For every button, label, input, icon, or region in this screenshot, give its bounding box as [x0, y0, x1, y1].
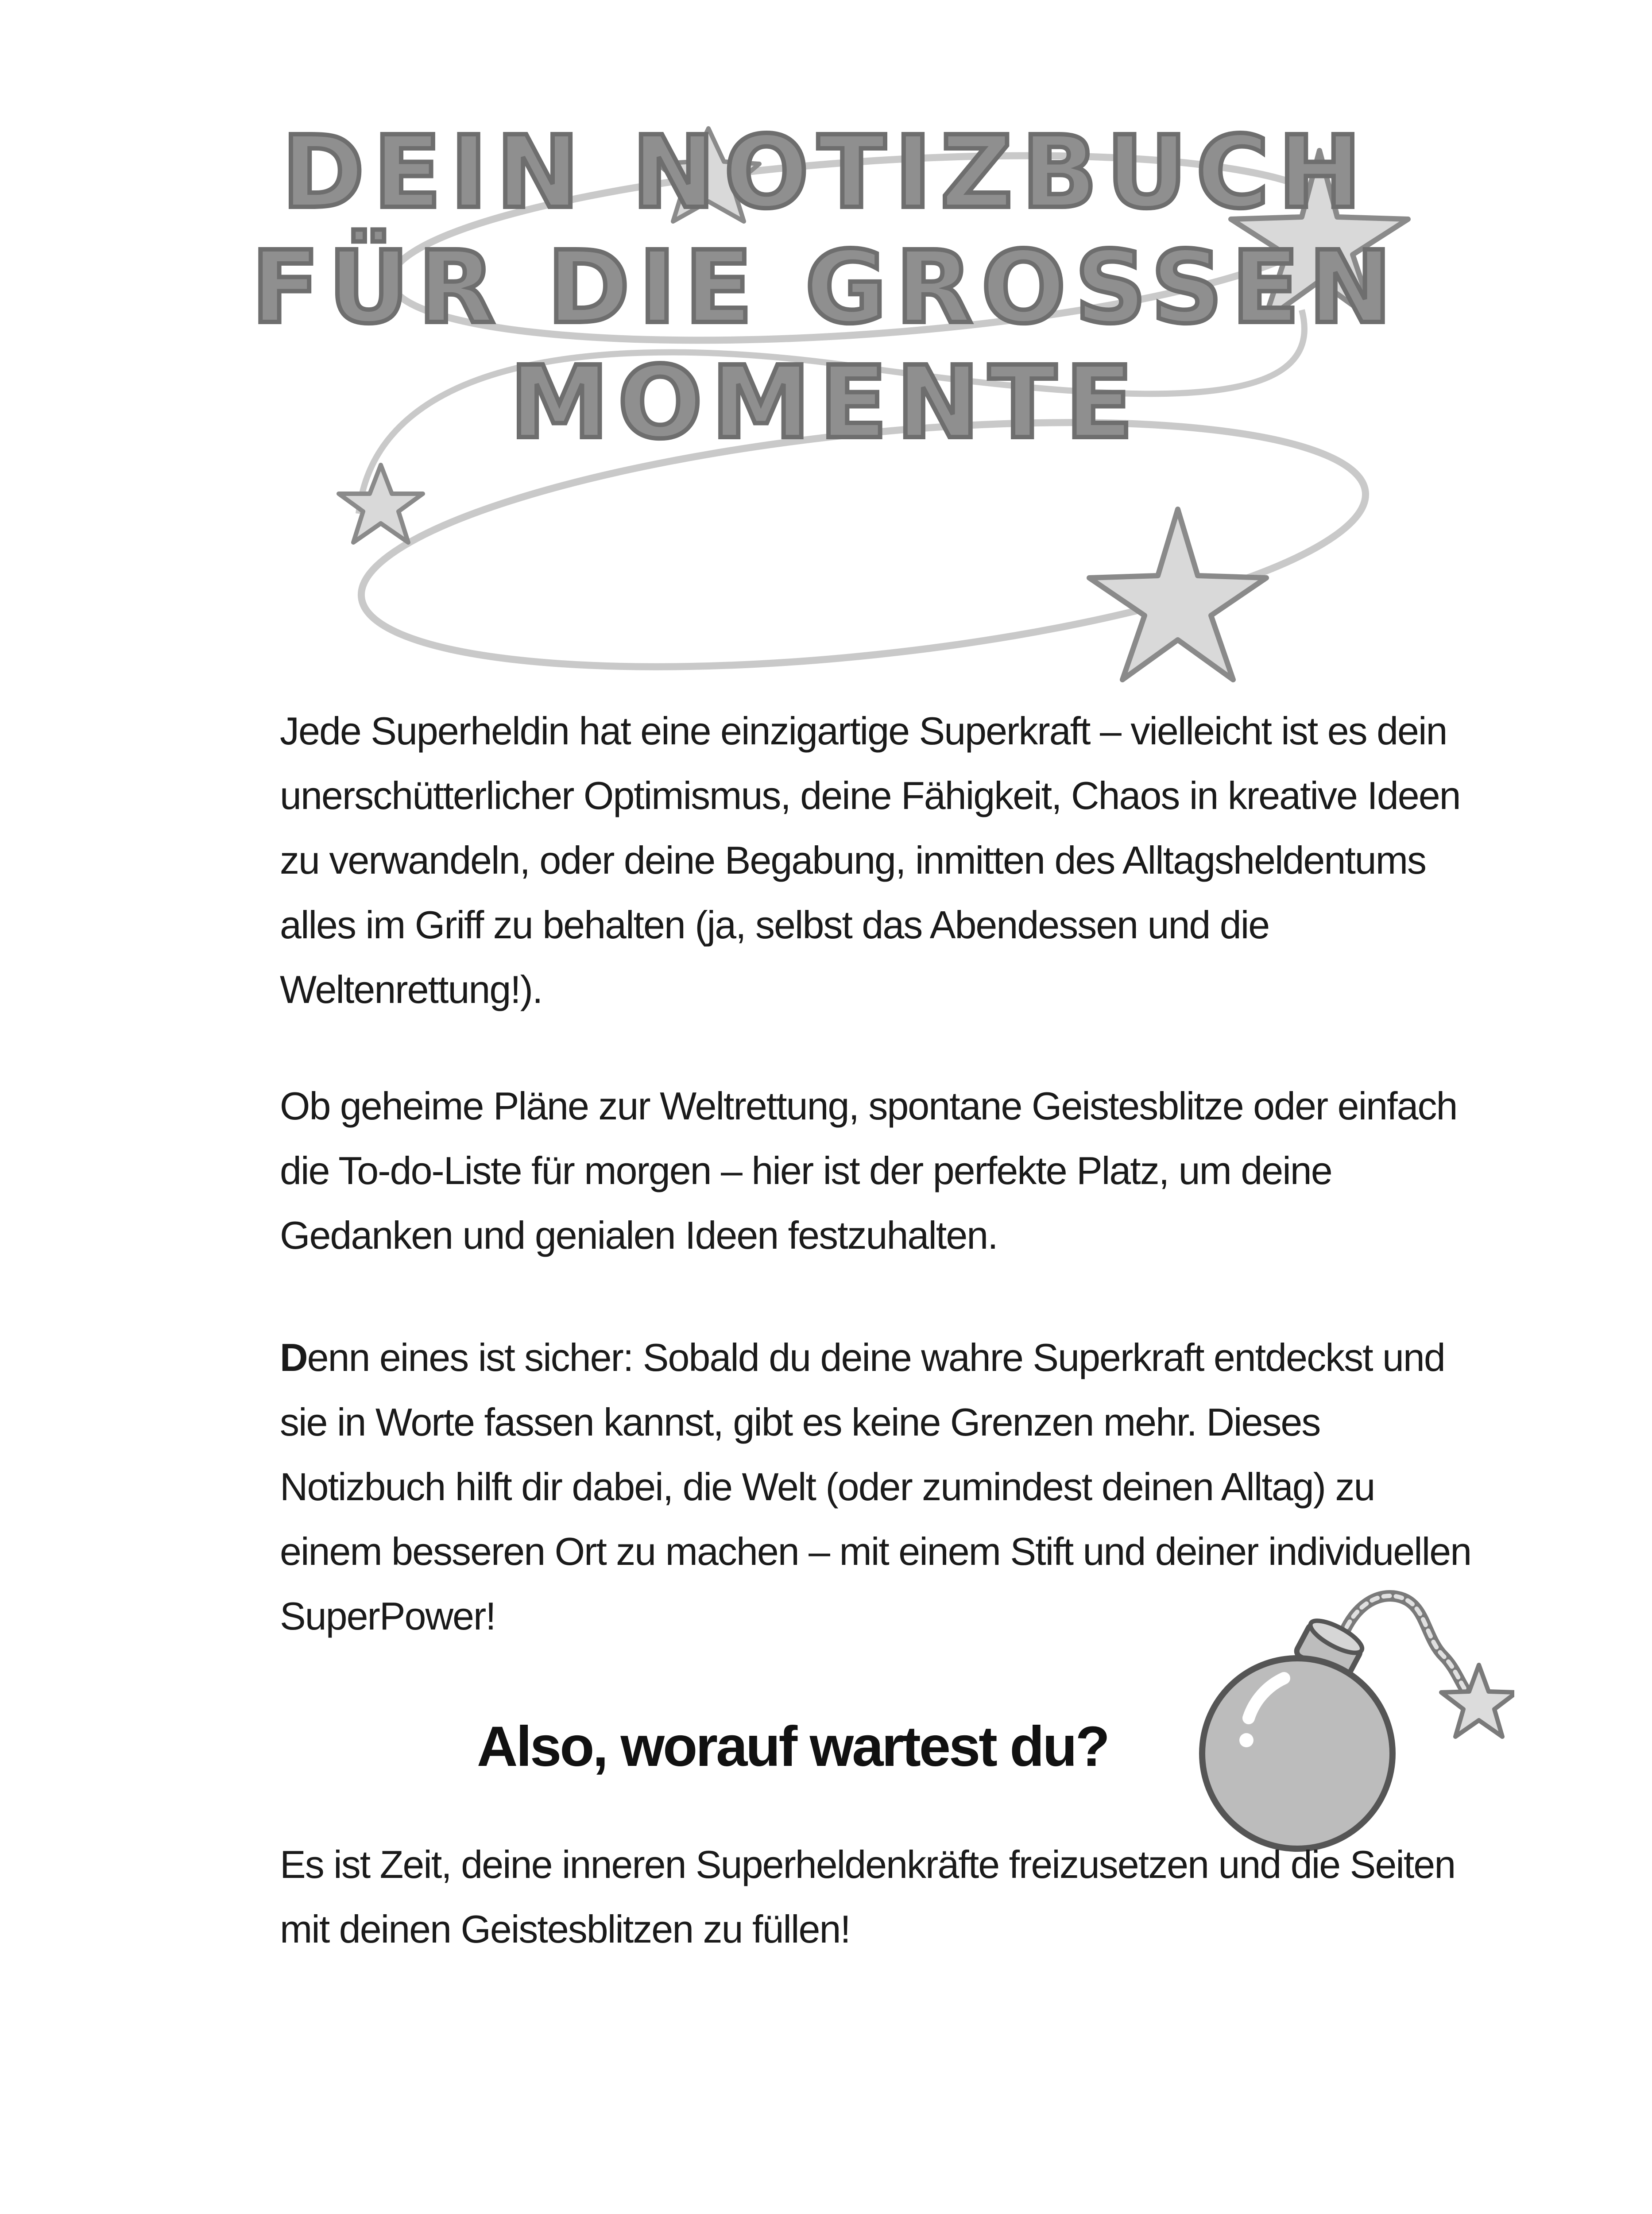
paragraph-body: enn eines ist sicher: Sobald du deine wahre Superkraft entdeckst und sie in Worte fassen kannst, gibt es keine Grenzen mehr. Dieses Notizbuch hilft dir dabei, die Welt (oder zumindest deinen Alltag) zu einem besseren Ort zu machen – mit einem Stift und deiner individuellen SuperPower!	[280, 1335, 1471, 1638]
title-line-1: DEIN NOTIZBUCH	[282, 115, 1370, 231]
star-icon	[1089, 509, 1266, 680]
title-line-3: MOMENTE	[510, 345, 1142, 461]
bomb-icon	[1195, 1585, 1514, 1860]
title-line-2: FÜR DIE GROSSEN	[251, 230, 1401, 346]
call-to-action-heading: Also, worauf wartest du?	[477, 1715, 1108, 1778]
closing-paragraph: Es ist Zeit, deine inneren Superheldenkräfte freizusetzen und die Seiten mit deinen Geistesblitzen zu füllen!	[280, 1842, 1455, 1951]
ideas-paragraph: Ob geheime Pläne zur Weltrettung, spontane Geistesblitze oder einfach die To-do-Liste für morgen – hier ist der perfekte Platz, um deine Gedanken und genialen Ideen festzuhalten.	[280, 1084, 1457, 1257]
page-title	[0, 115, 1652, 461]
star-icon	[339, 465, 423, 542]
intro-paragraph: Jede Superheldin hat eine einzigartige Superkraft – vielleicht ist es dein unerschütterlicher Optimismus, deine Fähigkeit, Chaos in kreative Ideen zu verwandeln, oder deine Begabung, inmitten des Alltagsheldentums alles im Griff zu behalten (ja, selbst das Abendessen und die Weltenrettung!).	[280, 709, 1460, 1011]
paragraph-lead-letter: D	[280, 1335, 307, 1379]
